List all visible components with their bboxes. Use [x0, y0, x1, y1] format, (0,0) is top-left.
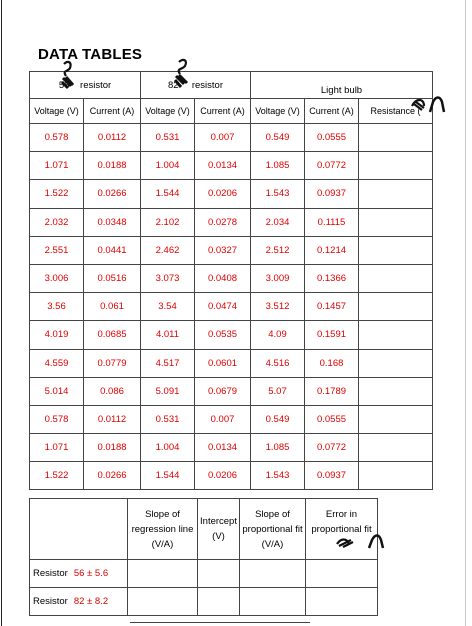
- summary-row-label: Resistor: [33, 596, 68, 607]
- table-cell: 1.071: [30, 434, 84, 462]
- summary-row-header: [30, 560, 128, 588]
- ohm-scribble-icon: [335, 532, 391, 552]
- table-row: [30, 293, 433, 321]
- table-row: [30, 349, 433, 377]
- table-cell: 0.1789: [305, 377, 359, 405]
- group-label-82-suffix: resistor: [189, 79, 223, 91]
- table-cell: 0.0555: [305, 405, 359, 433]
- summary-header-line: proportional fit: [242, 523, 303, 535]
- table-cell: 4.559: [30, 349, 84, 377]
- table-cell: 1.543: [251, 462, 305, 490]
- table-row: [30, 124, 433, 152]
- table-cell: 0.549: [251, 405, 305, 433]
- table-cell: 2.462: [141, 236, 195, 264]
- column-header-row: [30, 99, 433, 124]
- summary-header-line: (V/A): [261, 538, 284, 550]
- summary-header-line: Slope of: [255, 508, 290, 520]
- summary-header: [198, 499, 240, 560]
- table-cell: 0.086: [84, 377, 141, 405]
- table-cell: 3.006: [30, 264, 84, 292]
- summary-cell: [198, 588, 240, 616]
- resistance-cell: [359, 152, 433, 180]
- table-cell: 0.1366: [305, 264, 359, 292]
- ohm-scribble-icon: [167, 58, 196, 91]
- table-cell: 0.0535: [195, 321, 251, 349]
- table-cell: 0.0266: [84, 180, 141, 208]
- group-label-bulb: Light bulb: [320, 85, 363, 96]
- summary-cell: [128, 560, 198, 588]
- table-cell: 2.551: [30, 236, 84, 264]
- table-row: [30, 208, 433, 236]
- summary-corner: [30, 499, 128, 560]
- summary-table: [29, 498, 378, 616]
- resistance-cell: [359, 434, 433, 462]
- resistance-cell: [359, 180, 433, 208]
- table-row: [30, 462, 433, 490]
- table-row: [30, 321, 433, 349]
- resistance-cell: [359, 349, 433, 377]
- ohm-scribble-icon: [410, 94, 450, 116]
- table-cell: 0.168: [305, 349, 359, 377]
- summary-header-line: Intercept: [200, 516, 237, 527]
- column-header: Resistance (: [359, 99, 433, 124]
- column-header: Current (A): [84, 99, 141, 124]
- group-header-light-bulb: [251, 72, 433, 99]
- summary-cell: [306, 560, 378, 588]
- table-cell: 0.0555: [305, 124, 359, 152]
- table-cell: 0.0679: [195, 377, 251, 405]
- table-cell: 5.07: [251, 377, 305, 405]
- table-cell: 3.54: [141, 293, 195, 321]
- group-label-56: 56: [58, 79, 73, 91]
- page-title: DATA TABLES: [38, 46, 143, 63]
- table-cell: 5.014: [30, 377, 84, 405]
- summary-row-value: 82 ± 8.2: [73, 596, 109, 607]
- table-cell: 0.0937: [305, 462, 359, 490]
- data-table: [29, 71, 433, 490]
- summary-header-line: proportional fit: [311, 523, 372, 535]
- resistance-cell: [359, 462, 433, 490]
- footer-divider: [130, 622, 310, 623]
- table-cell: 0.1115: [305, 208, 359, 236]
- table-row: [30, 264, 433, 292]
- table-cell: 4.019: [30, 321, 84, 349]
- column-header: Current (A): [195, 99, 251, 124]
- summary-header-line: (V/A): [151, 538, 174, 550]
- table-cell: 0.007: [195, 405, 251, 433]
- table-cell: 0.0134: [195, 152, 251, 180]
- summary-header-line: Error in: [325, 508, 358, 520]
- table-cell: 4.011: [141, 321, 195, 349]
- table-cell: 1.085: [251, 152, 305, 180]
- summary-cell: [240, 588, 306, 616]
- resistance-cell: [359, 293, 433, 321]
- table-cell: 0.0188: [84, 434, 141, 462]
- table-cell: 2.102: [141, 208, 195, 236]
- resistance-cell: [359, 377, 433, 405]
- table-cell: 1.522: [30, 462, 84, 490]
- table-cell: 0.0937: [305, 180, 359, 208]
- table-cell: 0.0206: [195, 462, 251, 490]
- table-cell: 0.0441: [84, 236, 141, 264]
- resistance-cell: [359, 208, 433, 236]
- table-row: [30, 434, 433, 462]
- table-cell: 1.543: [251, 180, 305, 208]
- resistance-cell: [359, 236, 433, 264]
- table-cell: 0.0206: [195, 180, 251, 208]
- summary-header: [240, 499, 306, 560]
- table-cell: 0.531: [141, 405, 195, 433]
- table-cell: 0.0685: [84, 321, 141, 349]
- table-cell: 0.0772: [305, 434, 359, 462]
- table-cell: 0.0779: [84, 349, 141, 377]
- table-cell: 0.0601: [195, 349, 251, 377]
- table-cell: 0.0188: [84, 152, 141, 180]
- table-cell: 1.085: [251, 434, 305, 462]
- resistance-cell: [359, 264, 433, 292]
- table-cell: 0.0772: [305, 152, 359, 180]
- table-cell: 4.09: [251, 321, 305, 349]
- table-cell: 1.004: [141, 152, 195, 180]
- table-cell: 0.578: [30, 405, 84, 433]
- table-row: [30, 236, 433, 264]
- table-cell: 1.522: [30, 180, 84, 208]
- table-row: [30, 152, 433, 180]
- table-cell: 4.517: [141, 349, 195, 377]
- table-cell: 0.0348: [84, 208, 141, 236]
- table-cell: 0.007: [195, 124, 251, 152]
- summary-row: [30, 560, 378, 588]
- table-cell: 3.073: [141, 264, 195, 292]
- summary-row-value: 56 ± 5.6: [73, 568, 109, 579]
- table-cell: 0.1591: [305, 321, 359, 349]
- table-cell: 0.0134: [195, 434, 251, 462]
- table-row: [30, 405, 433, 433]
- resistance-cell: [359, 124, 433, 152]
- table-cell: 2.512: [251, 236, 305, 264]
- summary-cell: [128, 588, 198, 616]
- table-cell: 4.516: [251, 349, 305, 377]
- summary-cell: [306, 588, 378, 616]
- resistance-cell: [359, 321, 433, 349]
- table-cell: 3.009: [251, 264, 305, 292]
- column-header: Voltage (V): [251, 99, 305, 124]
- table-cell: 0.0112: [84, 124, 141, 152]
- column-header: Current (A): [305, 99, 359, 124]
- page-edge: [1, 0, 2, 626]
- table-cell: 0.0278: [195, 208, 251, 236]
- column-header: Voltage (V): [141, 99, 195, 124]
- summary-row-header: [30, 588, 128, 616]
- table-cell: 2.034: [251, 208, 305, 236]
- summary-body: [30, 560, 378, 616]
- table-cell: 2.032: [30, 208, 84, 236]
- data-table-body: [30, 124, 433, 490]
- table-row: [30, 377, 433, 405]
- summary-cell: [198, 560, 240, 588]
- table-cell: 0.0327: [195, 236, 251, 264]
- table-cell: 0.1214: [305, 236, 359, 264]
- table-cell: 0.0112: [84, 405, 141, 433]
- summary-row-label: Resistor: [33, 568, 68, 579]
- group-header-resistor-56: [30, 72, 141, 99]
- table-cell: 1.544: [141, 462, 195, 490]
- column-header: Voltage (V): [30, 99, 84, 124]
- table-cell: 1.544: [141, 180, 195, 208]
- group-label-82: 82: [167, 79, 182, 91]
- page-edge-right: [465, 0, 466, 626]
- summary-header-line: regression line: [131, 523, 194, 535]
- table-cell: 0.0516: [84, 264, 141, 292]
- summary-header-row: [30, 499, 378, 560]
- summary-header: [128, 499, 198, 560]
- table-row: [30, 180, 433, 208]
- table-cell: 0.549: [251, 124, 305, 152]
- summary-header-line: (V): [212, 531, 225, 542]
- table-cell: 0.531: [141, 124, 195, 152]
- table-cell: 3.512: [251, 293, 305, 321]
- summary-row: [30, 588, 378, 616]
- table-cell: 0.0408: [195, 264, 251, 292]
- table-cell: 0.0266: [84, 462, 141, 490]
- table-cell: 1.071: [30, 152, 84, 180]
- table-cell: 1.004: [141, 434, 195, 462]
- summary-header-line: Slope of: [145, 508, 180, 520]
- table-cell: 0.0474: [195, 293, 251, 321]
- table-cell: 5.091: [141, 377, 195, 405]
- table-cell: 0.061: [84, 293, 141, 321]
- group-label-56-suffix: resistor: [80, 79, 112, 91]
- resistance-cell: [359, 405, 433, 433]
- table-cell: 0.578: [30, 124, 84, 152]
- table-cell: 0.1457: [305, 293, 359, 321]
- ohm-scribble-icon: [58, 60, 80, 90]
- summary-cell: [240, 560, 306, 588]
- table-cell: 3.56: [30, 293, 84, 321]
